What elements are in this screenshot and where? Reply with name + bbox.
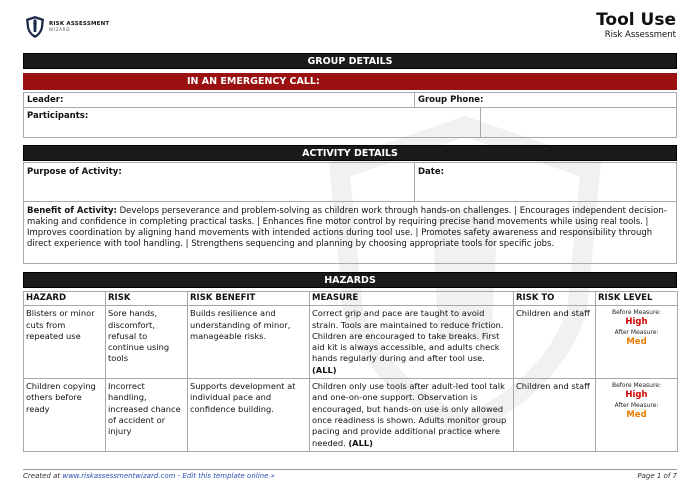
risk-level-cell <box>596 306 678 379</box>
participants-label: Participants: <box>27 111 89 121</box>
after-measure-label: After Measure: <box>614 402 659 410</box>
purpose-field[interactable] <box>23 162 415 202</box>
group-phone-field[interactable] <box>414 92 677 108</box>
activity-details-heading: ACTIVITY DETAILS <box>23 145 677 161</box>
measure-tag: (ALL) <box>312 364 337 375</box>
measure-cell <box>310 379 514 452</box>
logo-title: RISK ASSESSMENT <box>49 20 110 27</box>
table-row <box>24 306 678 379</box>
leader-label: Leader: <box>27 95 64 105</box>
footer-edit-link[interactable]: - Edit this template online » <box>175 472 275 480</box>
column-header-measure: MEASURE <box>310 292 514 306</box>
risk-benefit-cell: Supports development at individual pace and confidence building. <box>188 379 310 452</box>
hazard-cell: Children copying others before ready <box>24 379 106 452</box>
shield-logo-icon <box>25 15 45 39</box>
footer-site-link[interactable]: www.riskassessmentwizard.com <box>62 472 176 480</box>
hazard-cell: Blisters or minor cuts from repeated use <box>24 306 106 379</box>
participants-field[interactable] <box>23 107 481 138</box>
benefit-field <box>23 201 677 264</box>
risk-level-cell <box>596 379 678 452</box>
column-header-hazard: HAZARD <box>24 292 106 306</box>
hazards-table <box>23 291 678 452</box>
hazards-heading: HAZARDS <box>23 272 677 288</box>
logo[interactable] <box>25 15 109 39</box>
participants-extra-field[interactable] <box>480 107 677 138</box>
purpose-label: Purpose of Activity: <box>27 167 122 177</box>
table-row <box>24 379 678 452</box>
benefit-text: Develops perseverance and problem-solving as children work through hands-on challenges. | Encourages independent decision-making and confidence in completing practical tasks. | Enhances fine motor control by requiring precise hand movements while using real tools. | Improves coordination by aligning hand movements with intended actions during tool use. | Promotes safety awareness and responsibility through direct experience with tool handling. | Strengthens sequencing and planning by choosing appropriate tools for specific jobs. <box>27 206 667 249</box>
before-measure-label: Before Measure: <box>611 309 662 317</box>
risk-cell: Sore hands, discomfort, refusal to continue using tools <box>106 306 188 379</box>
footer-credit <box>23 472 275 480</box>
leader-field[interactable] <box>23 92 415 108</box>
emergency-call-bar: IN AN EMERGENCY CALL: <box>23 73 677 90</box>
measure-cell <box>310 306 514 379</box>
after-measure-level: Med <box>626 337 647 348</box>
after-measure-label: After Measure: <box>614 329 659 337</box>
document-title: Tool Use <box>596 10 676 30</box>
document-title-block <box>596 10 676 40</box>
before-measure-level: High <box>625 317 648 328</box>
measure-tag: (ALL) <box>348 437 373 448</box>
date-field[interactable] <box>414 162 677 202</box>
page-number: Page 1 of 7 <box>637 472 677 480</box>
risk-benefit-cell: Builds resilience and understanding of minor, manageable risks. <box>188 306 310 379</box>
group-phone-label: Group Phone: <box>418 95 484 105</box>
footer-divider <box>23 469 677 470</box>
before-measure-label: Before Measure: <box>611 382 662 390</box>
column-header-risk: RISK <box>106 292 188 306</box>
risk-cell: Incorrect handling, increased chance of accident or injury <box>106 379 188 452</box>
after-measure-level: Med <box>626 410 647 421</box>
document-subtitle: Risk Assessment <box>604 30 676 40</box>
risk-to-cell: Children and staff <box>514 306 596 379</box>
footer-created-prefix: Created at <box>23 472 63 480</box>
column-header-risk-benefit: RISK BENEFIT <box>188 292 310 306</box>
benefit-paragraph <box>27 206 673 250</box>
logo-subtitle: WIZARD <box>49 27 71 33</box>
benefit-label: Benefit of Activity: <box>27 206 117 216</box>
column-header-risk-level: RISK LEVEL <box>596 292 678 306</box>
group-details-heading: GROUP DETAILS <box>23 53 677 69</box>
measure-text: Children only use tools after adult-led tool talk and one-on-one support. Observation is encouraged, but hands-on use is only allowed once readiness is shown. Adults monitor group pacing and provide additional practice where needed. <box>312 381 507 448</box>
before-measure-level: High <box>625 390 648 401</box>
table-header-row <box>24 292 678 306</box>
column-header-risk-to: RISK TO <box>514 292 596 306</box>
measure-text: Correct grip and pace are taught to avoid strain. Tools are maintained to reduce friction. Children are encouraged to take breaks. First aid kit is always accessible, and adults check hands regularly during and after tool use. <box>312 308 504 364</box>
risk-to-cell: Children and staff <box>514 379 596 452</box>
date-label: Date: <box>418 167 445 177</box>
